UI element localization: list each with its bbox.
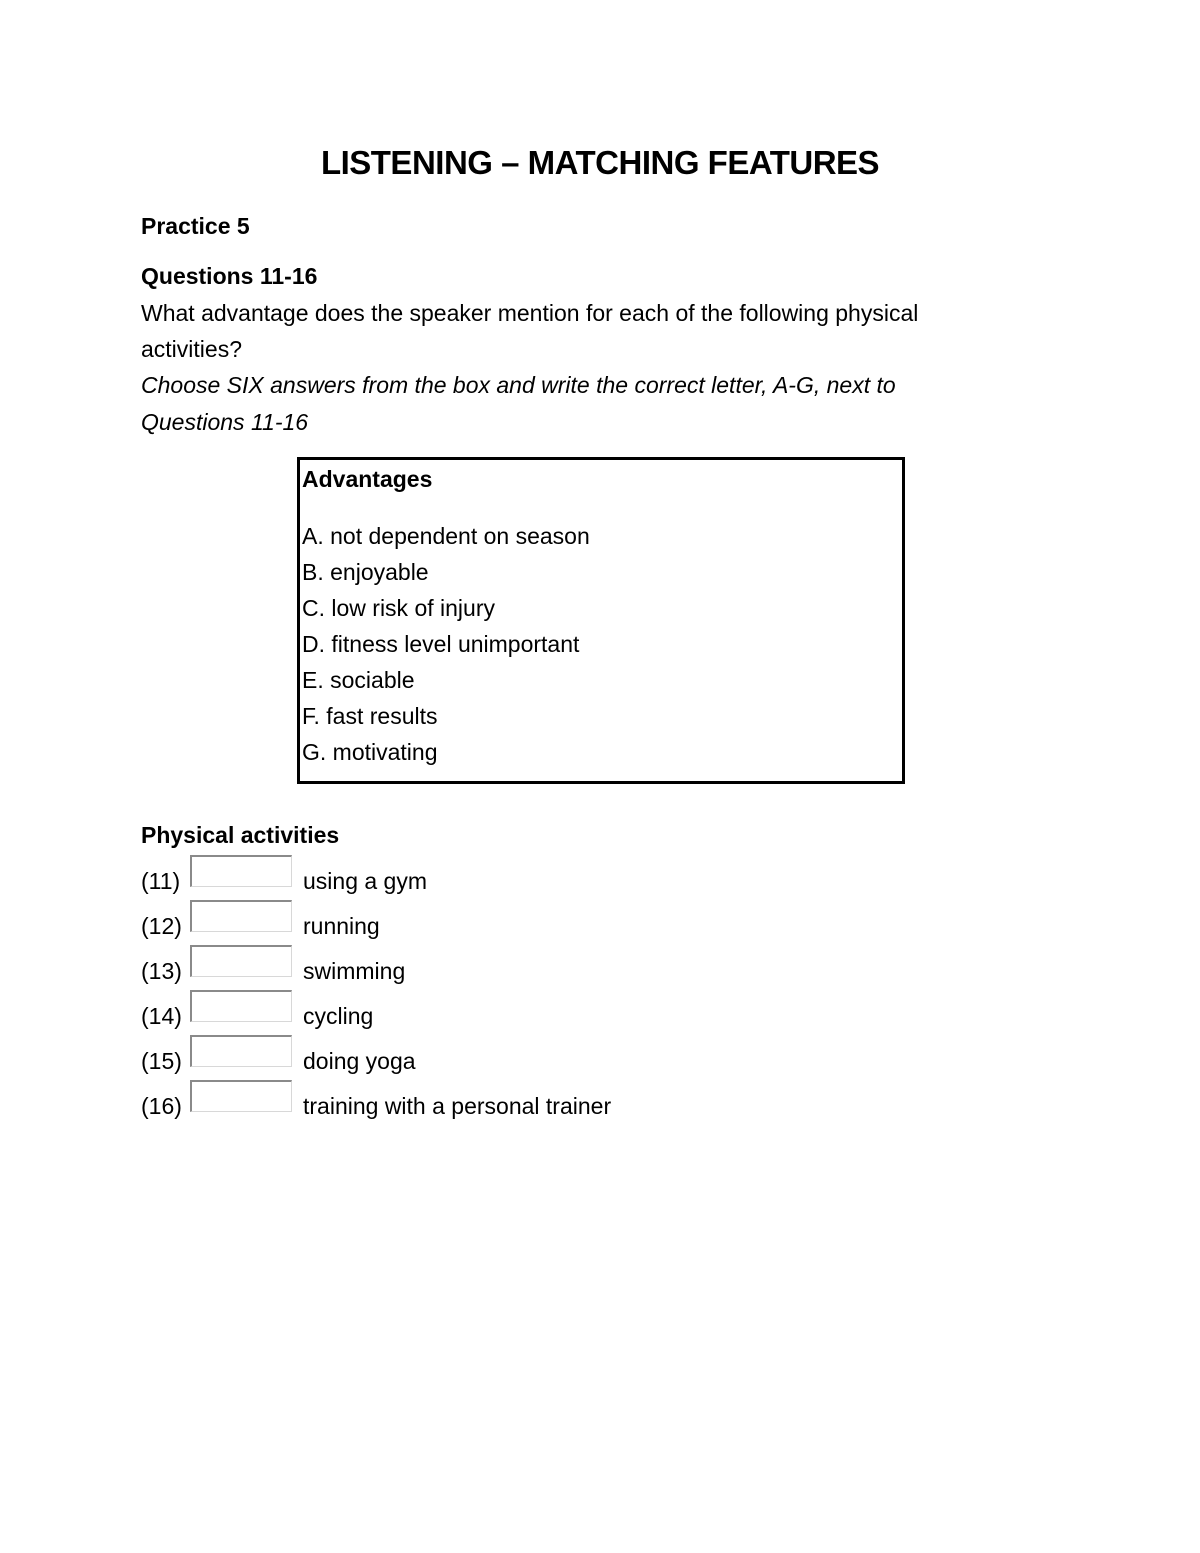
question-text-line-1: What advantage does the speaker mention for each of the following physical (141, 300, 919, 326)
question-number: (11) (141, 868, 181, 894)
question-text-line-2: activities? (141, 336, 242, 362)
question-row-14 (141, 990, 841, 1035)
activity-label: training with a personal trainer (303, 1093, 612, 1119)
advantage-option-g: G. motivating (302, 739, 438, 765)
answer-input-16[interactable] (190, 1080, 292, 1112)
advantages-list (302, 518, 590, 770)
instruction-line-1: Choose SIX answers from the box and write the correct letter, A-G, next to (141, 372, 896, 398)
activity-label: swimming (303, 958, 406, 984)
answer-input-14[interactable] (190, 990, 292, 1022)
practice-label: Practice 5 (141, 213, 250, 239)
advantage-option-b: B. enjoyable (302, 559, 429, 585)
advantage-option-e: E. sociable (302, 667, 415, 693)
questions-heading: Questions 11-16 (141, 263, 318, 289)
activities-heading: Physical activities (141, 822, 340, 848)
question-row-15 (141, 1035, 841, 1080)
page-title: LISTENING – MATCHING FEATURES (320, 144, 880, 181)
answer-input-11[interactable] (190, 855, 292, 887)
advantage-option-c: C. low risk of injury (302, 595, 495, 621)
advantage-option-a: A. not dependent on season (302, 523, 590, 549)
activity-label: running (303, 913, 380, 939)
activity-label: using a gym (303, 868, 428, 894)
activity-label: cycling (303, 1003, 374, 1029)
question-row-13 (141, 945, 841, 990)
advantage-option-d: D. fitness level unimportant (302, 631, 580, 657)
instruction-line-2: Questions 11-16 (141, 409, 309, 435)
advantage-option-f: F. fast results (302, 703, 438, 729)
question-number: (12) (141, 913, 182, 939)
answer-input-13[interactable] (190, 945, 292, 977)
advantages-box (297, 457, 905, 784)
question-number: (14) (141, 1003, 182, 1029)
answer-input-12[interactable] (190, 900, 292, 932)
question-number: (16) (141, 1093, 182, 1119)
question-row-16 (141, 1080, 841, 1125)
activity-label: doing yoga (303, 1048, 416, 1074)
question-row-12 (141, 900, 841, 945)
answer-input-15[interactable] (190, 1035, 292, 1067)
question-row-11 (141, 855, 841, 900)
question-number: (15) (141, 1048, 182, 1074)
question-number: (13) (141, 958, 182, 984)
advantages-heading: Advantages (302, 466, 433, 492)
